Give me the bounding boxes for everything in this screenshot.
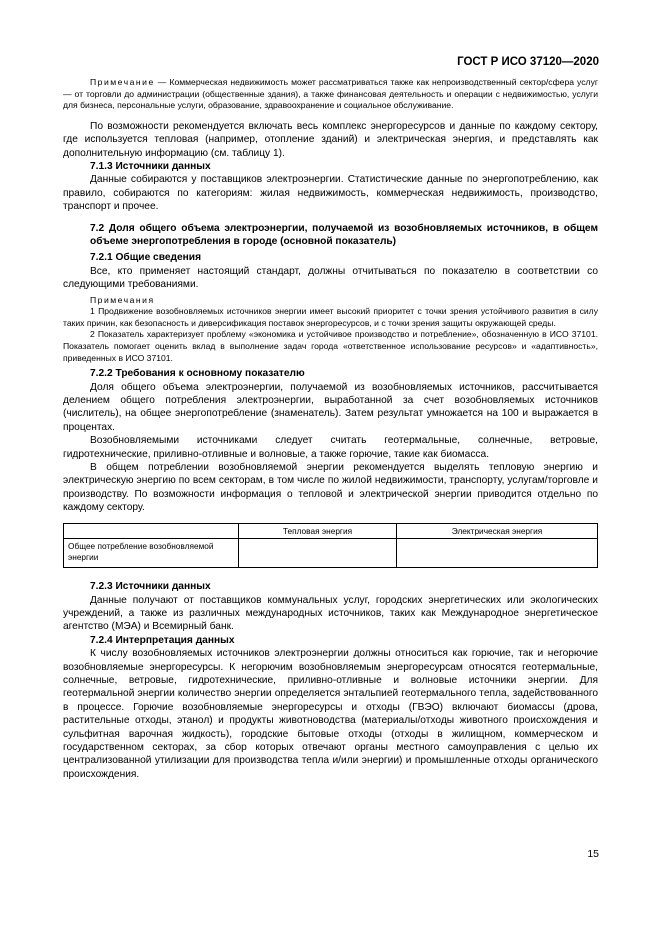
- table-row: [64, 539, 598, 568]
- table-header-row: [64, 523, 598, 539]
- paragraph: Возобновляемыми источниками следует считать геотермальные, солнечные, ветровые, гидротехнические, приливно-отливные и волновые, а также горючие, такие как биомасса.: [63, 435, 598, 460]
- section-7-2-1-title: 7.2.1 Общие сведения: [90, 252, 202, 264]
- paragraph: Все, кто применяет настоящий стандарт, должны отчитываться по показателю в соответствии со следующими требованиями.: [63, 265, 598, 291]
- paragraph: По возможности рекомендуется включать весь комплекс энергоресурсов и данные по каждому сектору, где используется тепловая (например, отопление зданий) и электрическая энергия, и представлять как дополнительную информацию (см. таблицу 1).: [63, 120, 598, 159]
- paragraph: К числу возобновляемых источников электроэнергии должны относиться как горючие, так и негорючие возобновляемые энергоресурсы. К негорючим возобновляемым энергоресурсам относятся геотермальные, солнечные, ветровые, гидротехнические, приливно-отливные и волновые источники энергии. Для геотермальной энергии количество энергии определяется энтальпией геотермального тепла, задействованного в процессе. Горючие возобновляемые энергоресурсы и отходы (ГВЭО) включают биомассы (дрова, растительные отходы, этанол) и продукты животноводства (материалы/отходы животного происхождения и сульфитная варочная жидкость), городские бытовые отходы (отходы в жилищном, коммерческом и государственном секторах, за сбор которых отвечают органы местного самоуправления с целью их централизованной утилизации для производства тепла и/или энергии) и промышленные отходы органического происхождения.: [63, 648, 598, 780]
- note-2: 2 Показатель характеризует проблему «экономика и устойчивое производство и потребление», обозначенную в ИСО 37101. Показатель помогает оценить вклад в выполнение задач города «ответственное использование ресурсов» и «адаптивность», приведенных в ИСО 37101.: [63, 329, 598, 363]
- table-header-cell: Тепловая энергия: [239, 523, 397, 539]
- paragraph: Данные получают от поставщиков коммунальных услуг, городских энергетических или экологических учреждений, а также из различных международных источников, таких как Международное энергетическое агентство (МЭА) и Всемирный банк.: [63, 594, 598, 633]
- table-header-cell: [64, 523, 239, 539]
- paragraph: Доля общего объема электроэнергии, получаемой из возобновляемых источников, рассчитывается делением общего потребления электроэнергии, выработанной за счет возобновляемых источников (числитель), на общее энергопотребление (знаменатель). Затем результат умножается на 100 и выражается в процентах.: [63, 381, 598, 433]
- section-7-2-3-title: 7.2.3 Источники данных: [90, 581, 211, 593]
- energy-table: [63, 523, 598, 569]
- section-7-2-4-title: 7.2.4 Интерпретация данных: [90, 634, 235, 646]
- note-text: Коммерческая недвижимость может рассматриваться также как непроизводственный сектор/сфера услуг — от торговли до администрации (общественные здания), а также финансовая деятельность и операции с недвижимостью, услуги для бизнеса, персональные услуги, образование, здравоохранение и социальное обслуживание.: [63, 77, 598, 111]
- table-cell: [239, 539, 397, 568]
- paragraph: В общем потреблении возобновляемой энергии рекомендуется выделять тепловую энергию и электрическую энергию по всем секторам, в том числе по жилой недвижимости, транспорту, услугам/торговле и производству. По возможности информация о тепловой и электрической энергии приводится отдельно по каждому сектору.: [63, 462, 598, 514]
- note-dash: —: [154, 77, 170, 87]
- notes-label: Примечания: [90, 294, 155, 305]
- paragraph: Данные собираются у поставщиков электроэнергии. Статистические данные по энергопотреблению, как правило, собираются по категориям: жилая недвижимость, коммерческая недвижимость, производство, транспорт и прочее.: [63, 174, 598, 213]
- table-row-label: Общее потребление возобновляемой энергии: [64, 539, 239, 568]
- section-7-2-title: 7.2 Доля общего объема электроэнергии, получаемой из возобновляемых источников, в общем объеме энергопотребления в городе (основной показатель): [90, 222, 598, 248]
- document-header: ГОСТ Р ИСО 37120—2020: [457, 56, 599, 68]
- table-header-cell: Электрическая энергия: [397, 523, 598, 539]
- page-number: 15: [587, 848, 599, 860]
- note-commercial: [63, 77, 598, 112]
- page-content: [63, 77, 598, 781]
- note-1: 1 Продвижение возобновляемых источников энергии имеет высокий приоритет с точки зрения устойчивого развития в силу таких причин, как безопасность и диверсификация поставок энергоресурсов, и с точки зрения защиты окружающей среды.: [63, 306, 598, 328]
- section-7-2-2-title: 7.2.2 Требования к основному показателю: [90, 368, 305, 380]
- table-cell: [397, 539, 598, 568]
- note-label: Примечание: [90, 77, 155, 87]
- section-7-1-3-title: 7.1.3 Источники данных: [90, 161, 211, 172]
